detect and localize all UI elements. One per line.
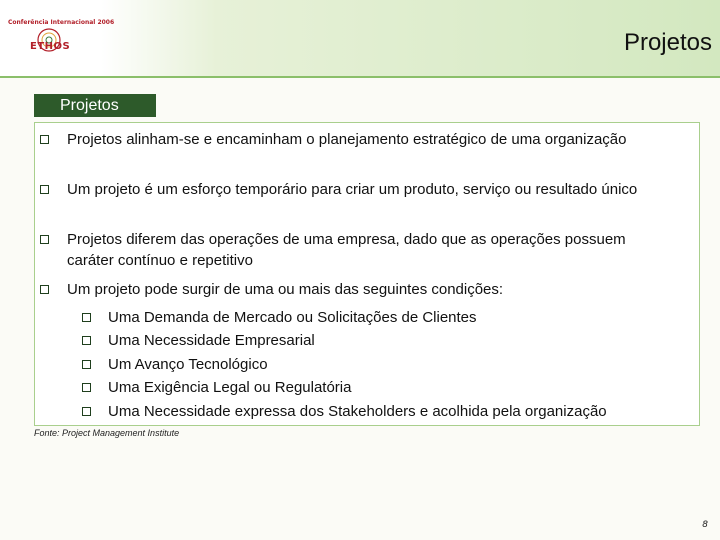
section-label: Projetos bbox=[34, 94, 156, 117]
bullet-text: Projetos diferem das operações de uma empresa, dado que as operações possuem caráter contínuo e repetitivo bbox=[67, 231, 626, 269]
checkbox-bullet-icon bbox=[82, 313, 91, 322]
page-number: 8 bbox=[702, 520, 708, 530]
bullet-text: Projetos alinham-se e encaminham o planejamento estratégico de uma organização bbox=[67, 131, 627, 148]
sub-bullet-item bbox=[82, 330, 692, 351]
checkbox-bullet-icon bbox=[82, 383, 91, 392]
header-divider bbox=[0, 76, 720, 78]
slide-title: Projetos bbox=[623, 29, 712, 56]
bullet-item bbox=[40, 229, 690, 271]
logo-caption: Conferência Internacional 2006 bbox=[8, 19, 115, 26]
checkbox-bullet-icon bbox=[82, 360, 91, 369]
sub-bullet-item bbox=[82, 307, 692, 328]
sub-bullet-text: Uma Demanda de Mercado ou Solicitações de Clientes bbox=[108, 309, 477, 326]
checkbox-bullet-icon bbox=[40, 285, 49, 294]
checkbox-bullet-icon bbox=[40, 135, 49, 144]
sub-bullet-text: Uma Exigência Legal ou Regulatória bbox=[108, 379, 352, 396]
bullet-text: Um projeto pode surgir de uma ou mais das seguintes condições: bbox=[67, 281, 504, 298]
sub-bullet-text: Um Avanço Tecnológico bbox=[108, 356, 268, 373]
checkbox-bullet-icon bbox=[40, 235, 49, 244]
sub-bullet-text: Uma Necessidade Empresarial bbox=[108, 332, 315, 349]
checkbox-bullet-icon bbox=[82, 336, 91, 345]
checkbox-bullet-icon bbox=[82, 407, 91, 416]
bullet-item bbox=[40, 129, 690, 171]
sub-bullet-text: Uma Necessidade expressa dos Stakeholders e acolhida pela organização bbox=[108, 403, 607, 420]
header-band bbox=[0, 0, 720, 76]
checkbox-bullet-icon bbox=[40, 185, 49, 194]
sub-bullet-item bbox=[82, 377, 692, 398]
logo-wordmark: ETHOS bbox=[30, 41, 71, 52]
bullet-item bbox=[40, 179, 690, 221]
ethos-logo bbox=[8, 19, 115, 65]
source-note: Fonte: Project Management Institute bbox=[34, 428, 180, 438]
sub-bullet-item bbox=[82, 354, 692, 375]
sub-bullet-item bbox=[82, 401, 692, 422]
bullet-text: Um projeto é um esforço temporário para criar um produto, serviço ou resultado único bbox=[67, 181, 638, 198]
bullet-item bbox=[40, 279, 690, 300]
